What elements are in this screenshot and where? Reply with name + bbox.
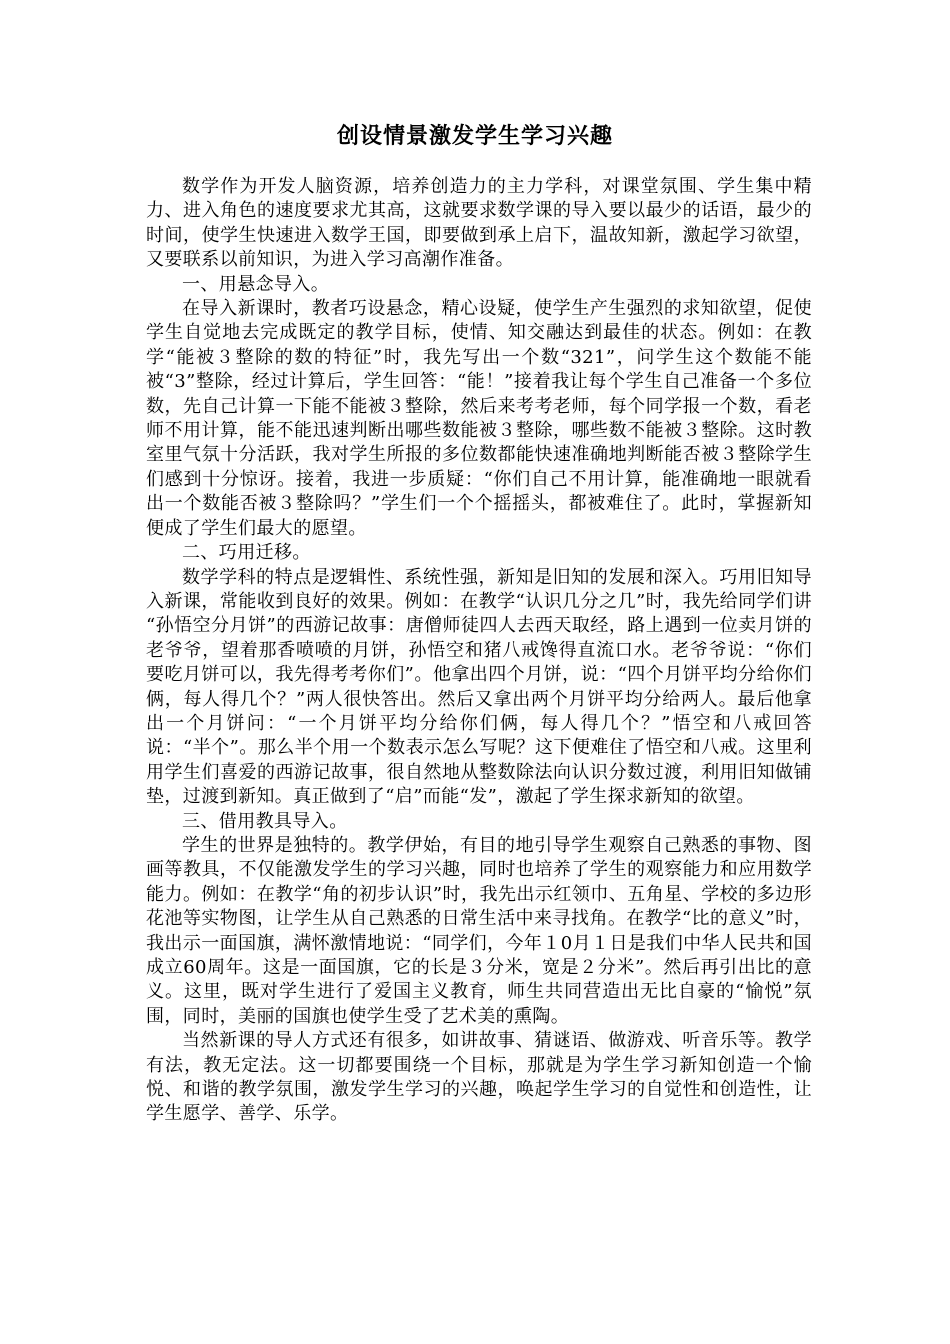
document-title: 创设情景激发学生学习兴趣 xyxy=(336,124,613,149)
paragraph-teaching-aids: 学生的世界是独特的。教学伊始，有目的地引导学生观察自己熟悉的事物、图画等教具，不仅能激发学生的学习兴趣，同时也培养了学生的观察能力和应用数学能力。例如：在教学“角的初步认识”时，我先出示红领巾、五角星、学校的多边形花池等实物图，让学生从自己熟悉的日常生活中来寻找角。在教学“比的意义”时，我出示一面国旗，满怀激情地说：“同学们，今年１0月１日是我们中华人民共和国成立60周年。这是一面国旗，它的长是３分米，宽是２分米”。然后再引出比的意义。这里，既对学生进行了爱国主义教育，师生共同营造出无比自豪的“愉悦”氛围，同时，美丽的国旗也使学生受了艺术美的熏陶。 xyxy=(146,834,812,1027)
paragraph-conclusion: 当然新课的导人方式还有很多，如讲故事、猜谜语、做游戏、听音乐等。教学有法，教无定法。这一切都要围绕一个目标，那就是为学生学习新知创造一个愉悦、和谐的教学氛围，激发学生学习的兴趣，唤起学生学习的自觉性和创造性，让学生愿学、善学、乐学。 xyxy=(146,1030,812,1125)
paragraph-transfer: 数学学科的特点是逻辑性、系统性强，新知是旧知的发展和深入。巧用旧知导入新课，常能收到良好的效果。例如：在教学“认识几分之几”时，我先给同学们讲 “孙悟空分月饼”的西游记故事：唐僧师徒四人去西天取经，路上遇到一位卖月饼的老爷爷，望着那香喷喷的月饼，孙悟空和猪八戒馋得直流口水。老爷爷说：“你们要吃月饼可以，我先得考考你们”。他拿出四个月饼，说：“四个月饼平均分给你们俩，每人得几个？”两人很快答出。然后又拿出两个月饼平均分给两人。最后他拿出一个月饼问：“一个月饼平均分给你们俩，每人得几个？”悟空和八戒回答说：“半个”。那么半个用一个数表示怎么写呢？这下便难住了悟空和八戒。这里利用学生们喜爱的西游记故事，很自然地从整数除法向认识分数过渡，利用旧知做铺垫，过渡到新知。真正做到了“启”而能“发”，激起了学生探求新知的欲望。 xyxy=(146,566,812,808)
document-body xyxy=(146,175,812,1127)
section-heading-3: 三、借用教具导入。 xyxy=(182,810,348,832)
paragraph-suspense: 在导入新课时，教者巧设悬念，精心设疑，使学生产生强烈的求知欲望，促使学生自觉地去完成既定的教学目标，使情、知交融达到最佳的状态。例如：在教学“能被３整除的数的特征”时，我先写出一个数“321”，问学生这个数能不能被“3”整除，经过计算后，学生回答：“能！”接着我让每个学生自己准备一个多位数，先自己计算一下能不能被３整除，然后来考考老师，每个同学报一个数，看老师不用计算，能不能迅速判断出哪些数能被３整除，哪些数不能被３整除。这时教室里气氛十分活跃，我对学生所报的多位数都能快速准确地判断能否被３整除学生们感到十分惊讶。接着，我进一步质疑：“你们自己不用计算，能准确地一眼就看出一个数能否被３整除吗？”学生们一个个摇摇头，都被难住了。此时，掌握新知便成了学生们最大的愿望。 xyxy=(146,298,812,539)
section-heading-1: 一、用悬念导入。 xyxy=(182,273,330,295)
paragraph-intro: 数学作为开发人脑资源，培养创造力的主力学科，对课堂氛围、学生集中精力、进入角色的速度要求尤其高，这就要求数学课的导入要以最少的话语，最少的时间，使学生快速进入数学王国，即要做到承上启下，温故知新，激起学习欲望，又要联系以前知识，为进入学习高潮作准备。 xyxy=(146,176,812,271)
section-heading-2: 二、巧用迁移。 xyxy=(182,542,311,564)
